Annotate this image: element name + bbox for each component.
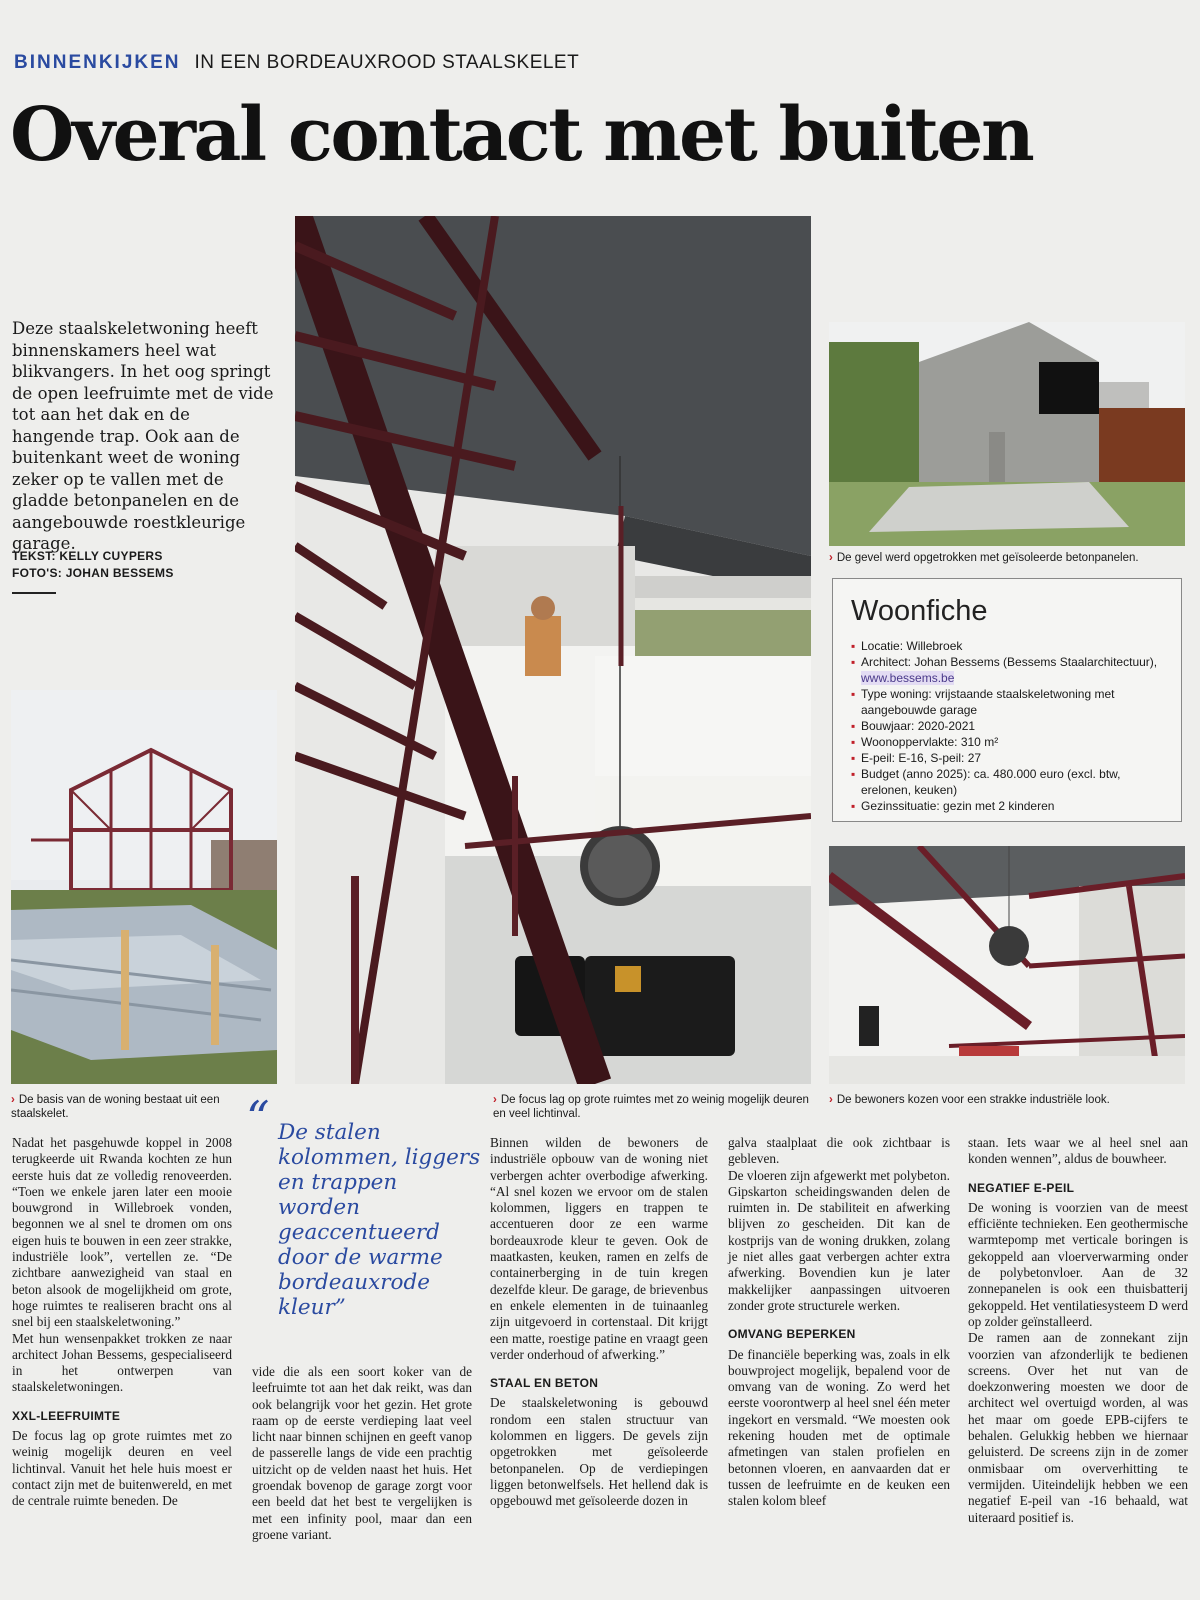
- paragraph: De focus lag op grote ruimtes met zo weinig mogelijk deuren en veel lichtinval. Vanuit het hele huis moest er contact zijn met de buitenwereld, en met de centrale ruimte beneden. De: [12, 1428, 232, 1509]
- quote-mark-icon: “: [246, 1091, 270, 1145]
- paragraph: De staalskeletwoning is gebouwd rondom een stalen structuur van kolommen en liggers. De gevels zijn opgetrokken met geïsoleerde betonpanelen. Op de verdiepingen liggen betonwelfsels. Het hellend dak is opgebouwd met geïsoleerde dozen in: [490, 1395, 708, 1509]
- paragraph: De woning is voorzien van de meest efficiënte technieken. Een geothermische warmtepomp met verticale boringen is gekoppeld aan vloerverwarming onder de polybetonvloer. Aan de 32 zonnepanelen is ook een thuisbatterij gekoppeld. Het ventilatiesysteem D werd op zolder geïnstalleerd.: [968, 1199, 1188, 1329]
- subheading-epeil: NEGATIEF E-PEIL: [968, 1180, 1075, 1195]
- credit-text: TEKST: KELLY CUYPERS: [12, 549, 163, 563]
- caption-arrow-icon: ›: [11, 1094, 15, 1106]
- caption-arrow-icon: ›: [829, 1094, 833, 1106]
- fact-location: ▪ Locatie: Willebroek: [851, 638, 1163, 654]
- body-column-4: [728, 1135, 950, 1510]
- paragraph: De vloeren zijn afgewerkt met polybeton. Gipskarton scheidingswanden delen de ruimten in. De stabiliteit en afwerking blijven zo gescheiden. Dit kan de kostprijs van de woning drukken, zolang je niet alles gaat verbergen achter extra afwerking. Bovendien kun je later makkelijker aanpassingen uitvoeren zonder grote structurele werken.: [728, 1167, 950, 1313]
- subheading-omvang: OMVANG BEPERKEN: [728, 1327, 856, 1342]
- woonfiche-title: Woonfiche: [851, 595, 988, 627]
- caption-arrow-icon: ›: [493, 1094, 497, 1106]
- caption-arrow-icon: ›: [829, 552, 833, 564]
- facade-illustration: [829, 322, 1185, 546]
- industrial-illustration: [829, 846, 1185, 1084]
- credit-photos: FOTO'S: JOHAN BESSEMS: [12, 566, 174, 580]
- body-column-1: [12, 1135, 232, 1510]
- paragraph: Met hun wensenpakket trokken ze naar architect Johan Bessems, gespecialiseerd in het ontwerpen van staalskeletwoningen.: [12, 1330, 232, 1395]
- paragraph: galva staalplaat die ook zichtbaar is gebleven.: [728, 1135, 950, 1167]
- kicker: [14, 52, 579, 74]
- divider: [12, 592, 56, 594]
- paragraph: Binnen wilden de bewoners de industriële opbouw van de woning niet verbergen achter overbodige afwerking. “Al snel kozen we ervoor om de stalen kolommen, liggers en trappen te accentueren door ze een warme bordeauxrode kleur te geven. Ook de maatkasten, keuken, ramen en zelfs de containerberging in de tuin kregen dezelfde kleur. De garage, de brievenbus en enkele elementen in de tuinaanleg zijn uitgevoerd in cortenstaal. Dit krijgt een matte, roestige patine en vraagt geen verder onderhoud of afwerking.”: [490, 1135, 708, 1362]
- fact-epeil: ▪ E-peil: E-16, S-peil: 27: [851, 750, 1163, 766]
- pull-quote: [246, 1091, 484, 1320]
- caption-steel-skeleton: › De basis van de woning bestaat uit een staalskelet.: [11, 1094, 220, 1120]
- photo-steel-skeleton: [11, 690, 277, 1084]
- body-column-2: [252, 1364, 472, 1543]
- paragraph: staan. Iets waar we al heel snel aan konden wennen”, aldus de bouwheer.: [968, 1135, 1188, 1167]
- paragraph: Nadat het pasgehuwde koppel in 2008 terugkeerde uit Rwanda kochten ze hun eerste huis dat ze volledig renoveerden. “Toen we enkele jaren later een mooie bouwgrond in Willebroek vonden, begonnen we al snel te dromen om ons eigen huis te bouwen in een zeer strakke, industriële look”, vertellen ze. “De zichtbare aanwezigheid van staal en beton alsook de mogelijkheid om grote, hoge ruimtes te realiseren bracht ons al snel bij een staalskeletwoning.”: [12, 1135, 232, 1330]
- photo-facade: [829, 322, 1185, 546]
- body-column-5: [968, 1135, 1188, 1526]
- intro-text: Deze staalskeletwoning heeft binnenskamers heel wat blikvangers. In het oog springt de open leefruimte met de vide tot aan het dak en de hangende trap. Ook aan de buitenkant weet de woning zeker op te vallen met de gladde betonpanelen en de aangebouwde roestkleurige garage.: [12, 319, 274, 553]
- photo-industrial-look: [829, 846, 1185, 1084]
- paragraph: vide die als een soort koker van de leefruimte tot aan het dak reikt, was dan ook belangrijk voor het gezin. Het grote raam op de eerste verdieping laat veel licht naar binnen schijnen en geeft vanop de passerelle langs de vide een prachtig uitzicht op de velden naast het huis. Het groendak bovenop de garage zorgt voor een beeld dat het best te vergelijken is met een infinity pool, maar dan een groene variant.: [252, 1364, 472, 1542]
- credits: [12, 548, 174, 582]
- fact-household: ▪ Gezinssituatie: gezin met 2 kinderen: [851, 798, 1163, 814]
- kicker-subtitle: IN EEN BORDEAUXROOD STAALSKELET: [194, 52, 580, 73]
- caption-facade: › De gevel werd opgetrokken met geïsoleerde betonpanelen.: [829, 552, 1139, 564]
- fact-type: ▪ Type woning: vrijstaande staalskeletwoning met aangebouwde garage: [851, 686, 1163, 718]
- section-label: BINNENKIJKEN: [14, 52, 181, 73]
- subheading-xxl: XXL-LEEFRUIMTE: [12, 1408, 121, 1423]
- woonfiche-list: [851, 638, 1163, 814]
- subheading-staal-beton: STAAL EN BETON: [490, 1376, 599, 1391]
- paragraph: De financiële beperking was, zoals in elk bouwproject mogelijk, bepalend voor de omvang van de woning. Zo werd het eerste voorontwerp al heel snel één meter ingekort en versmald. “We moesten ook rekening houden met de optimale afmetingen van stalen profielen en betonnen vloeren, en aanvaarden dat er tussen de leefruimte en de keuken een stalen kolom bleef: [728, 1346, 950, 1509]
- pull-quote-text: De stalen kolommen, liggers en trappen worden geaccentueerd door de warme bordeauxrode kleur”: [278, 1120, 481, 1320]
- photo-interior: [295, 216, 811, 1084]
- woonfiche-box: [832, 578, 1182, 822]
- caption-interior: › De focus lag op grote ruimtes met zo weinig mogelijk deuren en veel lichtinval.: [493, 1094, 809, 1120]
- paragraph: De ramen aan de zonnekant zijn voorzien van afzonderlijk te bedienen screens. Over het nut van de doekzonwering moesten we door de architect wel overtuigd worden, al was het maar om goede EPB-cijfers te behalen. Gelukkig hebben we hiernaar geluisterd. De screens zijn in de zomer onmisbaar om oververhitting te vermijden. Uiteindelijk hebben we een negatief E-peil van -16 behaald, wat uiteraard positief is.: [968, 1330, 1188, 1525]
- skeleton-illustration: [11, 690, 277, 1084]
- fact-year: ▪ Bouwjaar: 2020-2021: [851, 718, 1163, 734]
- architect-link[interactable]: www.bessems.be: [861, 671, 955, 685]
- interior-illustration: [295, 216, 811, 1084]
- headline: Overal contact met buiten: [10, 92, 1033, 178]
- fact-budget: ▪ Budget (anno 2025): ca. 480.000 euro (excl. btw, erelonen, keuken): [851, 766, 1163, 798]
- body-column-3: [490, 1135, 708, 1510]
- fact-architect: ▪ Architect: Johan Bessems (Bessems Staalarchitectuur), www.bessems.be: [851, 654, 1163, 686]
- caption-industrial-look: › De bewoners kozen voor een strakke industriële look.: [829, 1094, 1110, 1106]
- fact-area: ▪ Woonoppervlakte: 310 m²: [851, 734, 1163, 750]
